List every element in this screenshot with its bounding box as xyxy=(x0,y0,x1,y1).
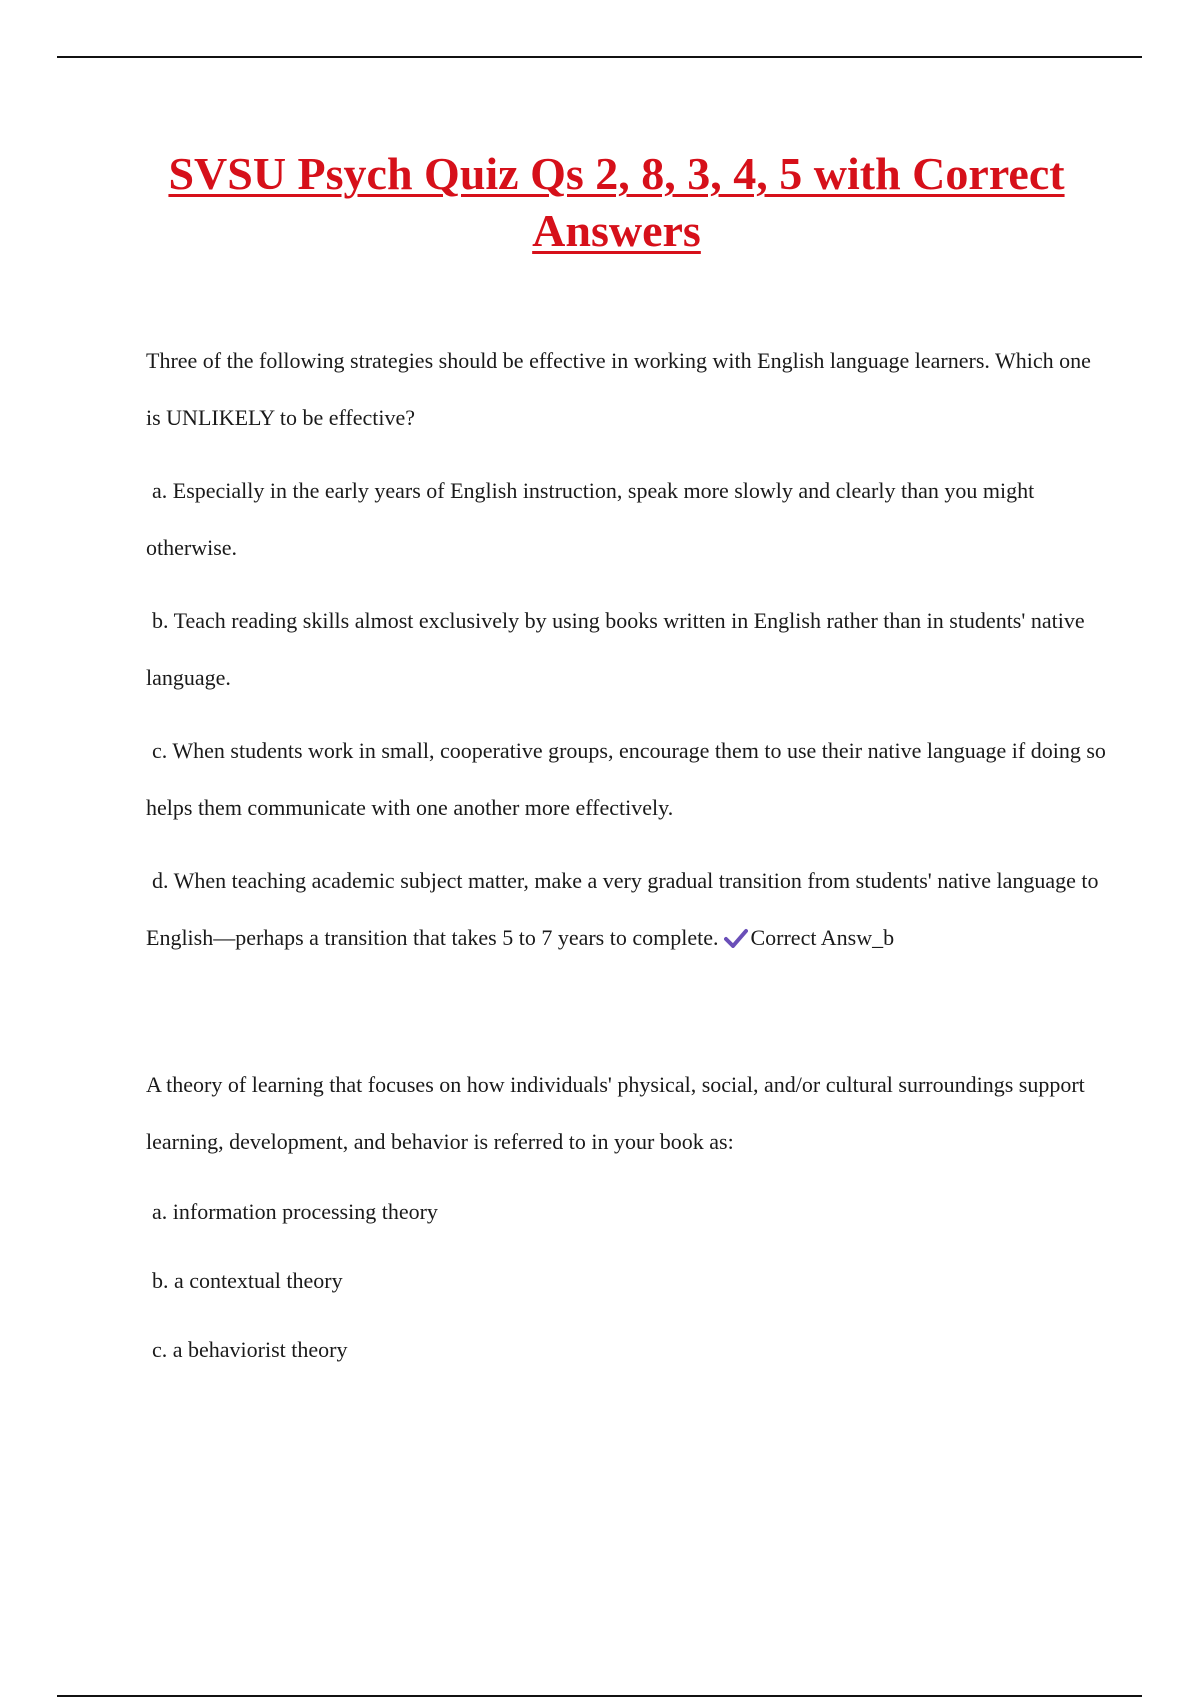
question-1-option-d xyxy=(146,852,1106,966)
question-1-prompt: Three of the following strategies should be effective in working with English language learners. Which one is UNLIKELY to be effective? xyxy=(146,348,1091,430)
document-body xyxy=(146,332,1106,1377)
question-2-prompt: A theory of learning that focuses on how individuals' physical, social, and/or cultural surroundings support learning, development, and behavior is referred to in your book as: xyxy=(146,1072,1085,1154)
bottom-rule xyxy=(57,1695,1142,1697)
question-1-answer: Correct Answ_b xyxy=(750,925,895,950)
top-rule xyxy=(57,56,1142,58)
question-1-option-b: b. Teach reading skills almost exclusively by using books written in English rather than in students' native language. xyxy=(146,608,1085,690)
question-1-option-c: c. When students work in small, cooperative groups, encourage them to use their native language if doing so helps them communicate with one another more effectively. xyxy=(146,738,1106,820)
question-1-option-a: a. Especially in the early years of English instruction, speak more slowly and clearly than you might otherwise. xyxy=(146,478,1035,560)
question-2-option-a: a. information processing theory xyxy=(152,1199,438,1224)
question-2-option-b: b. a contextual theory xyxy=(152,1268,343,1293)
check-icon xyxy=(724,928,748,948)
question-2-option-c: c. a behaviorist theory xyxy=(152,1337,348,1362)
question-1-option-d-text: d. When teaching academic subject matter, make a very gradual transition from students' native language to English—perhaps a transition that takes 5 to 7 years to complete. xyxy=(146,868,1099,950)
document-title: SVSU Psych Quiz Qs 2, 8, 3, 4, 5 with Correct Answers xyxy=(168,148,1065,256)
